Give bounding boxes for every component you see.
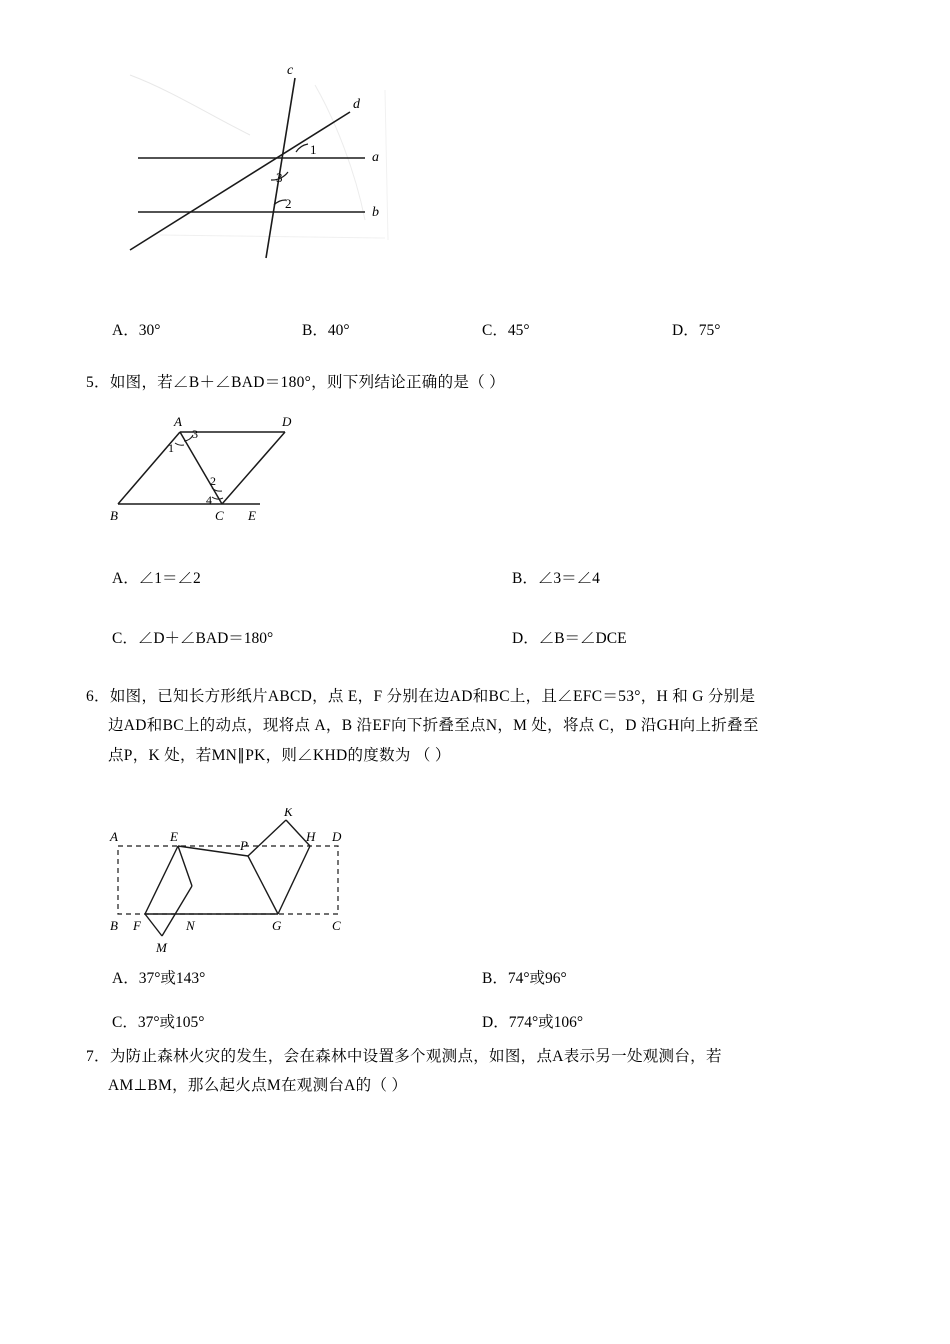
q5-option-row-2: [112, 626, 872, 648]
q6-stem-line-1: [86, 682, 886, 711]
q4-option-b[interactable]: B．40°: [302, 322, 350, 339]
q5-angle-4: 4: [206, 493, 212, 507]
q5-options: [112, 566, 872, 648]
q6-label-C: C: [332, 918, 341, 933]
q6-label-A: A: [110, 829, 118, 844]
q5-option-row-1: [112, 566, 872, 588]
q6-diagram: [100, 808, 460, 958]
q4-option-a[interactable]: A．30°: [112, 322, 161, 339]
q4-angle-3: 3: [276, 170, 283, 185]
q6-option-d[interactable]: D．774°或106°: [482, 1014, 584, 1031]
q5-figure: [100, 412, 400, 532]
q6-label-P: P: [240, 838, 248, 853]
q4-options: [112, 318, 872, 340]
q5-label-B: B: [110, 508, 118, 523]
q5-option-a[interactable]: A．∠1＝∠2: [112, 570, 201, 587]
q4-diagram: [100, 60, 430, 290]
q6-number: 6．: [86, 688, 110, 705]
q7-number: 7．: [86, 1048, 110, 1065]
q6-label-N: N: [186, 918, 195, 933]
q5-label-C: C: [215, 508, 224, 523]
q4-label-b: b: [372, 205, 379, 220]
q5-stem-text: 如图，若∠B＋∠BAD＝180°，则下列结论正确的是（ ）: [109, 374, 505, 391]
q6-label-D: D: [332, 829, 342, 844]
q5-stem: [86, 368, 886, 397]
q6-label-K: K: [284, 808, 293, 819]
q4-option-d[interactable]: D．75°: [672, 322, 721, 339]
q4-option-row: [112, 318, 872, 340]
q4-figure: [100, 60, 430, 295]
q7-stem-line-2: AM⊥BM，那么起火点M在观测台A的（ ）: [108, 1077, 408, 1095]
q6-label-B: B: [110, 918, 118, 933]
q7-stem: [86, 1042, 886, 1101]
q5-label-A: A: [174, 414, 182, 429]
q7-stem-line-1: [86, 1042, 886, 1071]
q5-angle-1: 1: [168, 441, 174, 455]
q6-label-H: H: [306, 829, 316, 844]
q5-number: 5．: [86, 374, 110, 391]
q5-angle-2: 2: [210, 474, 216, 488]
q6-stem-line-2: 边AD和BC上的动点，现将点 A，B 沿EF向下折叠至点N，M 处，将点 C，D 沿GH向上折叠至: [108, 717, 759, 735]
q6-label-G: G: [272, 918, 282, 933]
q5-option-d[interactable]: D．∠B＝∠DCE: [512, 630, 627, 647]
q4-angle-1: 1: [310, 142, 317, 157]
q6-option-row-2: [112, 1010, 872, 1032]
q5-label-D: D: [282, 414, 292, 429]
q5-option-c[interactable]: C．∠D＋∠BAD＝180°: [112, 630, 274, 647]
q6-label-E: E: [170, 829, 178, 844]
q5-diagram: [100, 412, 400, 527]
q6-option-b[interactable]: B．74°或96°: [482, 970, 567, 987]
q5-option-b[interactable]: B．∠3＝∠4: [512, 570, 600, 587]
q6-stem-text-1: 如图，已知长方形纸片ABCD，点 E，F 分别在边AD和BC上，且∠EFC＝53°，H 和 G 分别是: [109, 688, 756, 705]
q6-label-F: F: [133, 918, 141, 933]
q5-angle-3: 3: [192, 427, 198, 441]
q6-option-a[interactable]: A．37°或143°: [112, 970, 206, 987]
q4-label-a: a: [372, 150, 379, 165]
q6-options: [112, 966, 872, 1032]
q6-option-c[interactable]: C．37°或105°: [112, 1014, 205, 1031]
q4-option-c[interactable]: C．45°: [482, 322, 530, 339]
q6-option-row-1: [112, 966, 872, 988]
q5-label-E: E: [248, 508, 256, 523]
q4-label-c: c: [287, 63, 294, 78]
q6-stem: [86, 682, 886, 770]
q6-stem-line-3: 点P，K 处，若MN∥PK，则∠KHD的度数为 （ ）: [108, 746, 451, 764]
q4-label-d: d: [353, 97, 360, 112]
q6-figure: [100, 808, 460, 963]
q4-angle-2: 2: [285, 196, 292, 211]
q6-label-M: M: [156, 940, 167, 955]
q7-stem-text-1: 为防止森林火灾的发生，会在森林中设置多个观测点，如图，点A表示另一处观测台，若: [109, 1048, 722, 1065]
